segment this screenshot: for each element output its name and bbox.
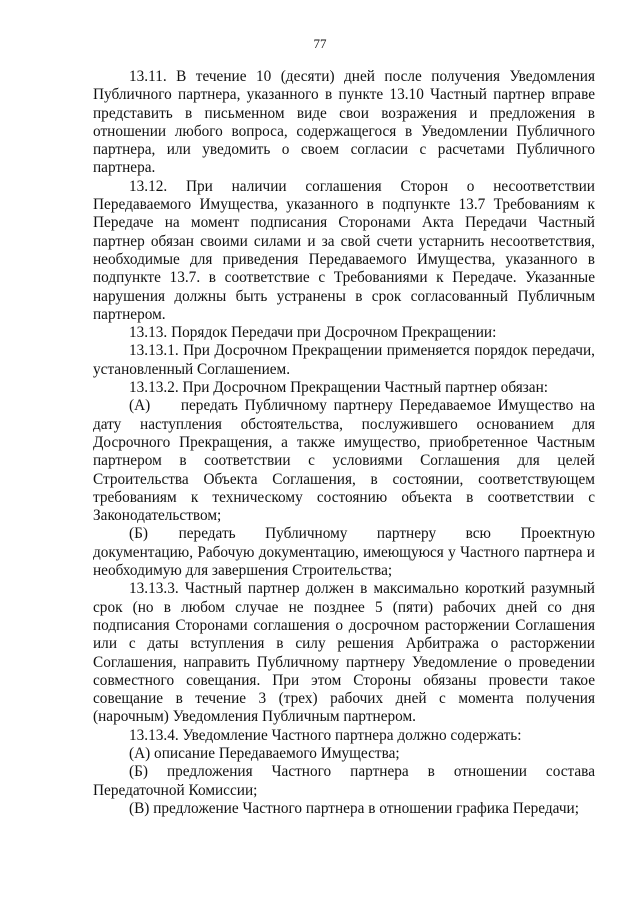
paragraph-13-13-4: 13.13.4. Уведомление Частного партнера должно содержать: bbox=[129, 726, 522, 744]
notice-item-v: (В) предложение Частного партнера в отношении графика Передачи; bbox=[129, 799, 579, 817]
paragraph-13-12: 13.12. При наличии соглашения Сторон о несоответствии Передаваемого Имущества, указанного в подпункте 13.7 Требованиям к Передаче на момент подписания Сторонами Акта Передачи Частный партнер обязан своими силами и за свой счети устарнить несоответствия, необходимые для приведения Передаваемого Имущества, указанного в подпункте 13.7. в соответствие с Требованиями к Передаче. Указанные нарушения должны быть устранены в срок согласованный Публичным партнером. bbox=[93, 177, 595, 323]
paragraph-13-13-heading: 13.13. Порядок Передачи при Досрочном Прекращении: bbox=[129, 324, 497, 342]
paragraph-13-13-1: 13.13.1. При Досрочном Прекращении применяется порядок передачи, установленный Соглашением. bbox=[93, 342, 595, 378]
page-number: 77 bbox=[313, 36, 327, 51]
paragraph-13-11: 13.11. В течение 10 (десяти) дней после получения Уведомления Публичного партнера, указанного в пункте 13.10 Частный партнер вправе представить в письменном виде свои возражения и предложения в отношении любого вопроса, содержащегося в Уведомлении Публичного партнера, или уведомить о своем согласии с расчетами Публичного партнера. bbox=[93, 68, 595, 177]
paragraph-13-13-3: 13.13.3. Частный партнер должен в максимально короткий разумный срок (но в любом случае не позднее 5 (пяти) рабочих дней со дня подписания Сторонами соглашения о досрочном расторжении Соглашения или с даты вступления в силу решения Арбитража о расторжении Соглашения, направить Публичному партнеру Уведомление о проведении совместного совещания. При этом Стороны обязаны провести такое совещание в течение 3 (трех) рабочих дней с момента получения (нарочным) Уведомления Публичным партнером. bbox=[93, 580, 595, 726]
list-item-b: (Б) передать Публичному партнеру всю Проектную документацию, Рабочую документацию, имеющуюся у Частного партнера и необходимую для завершения Строительства; bbox=[93, 525, 595, 580]
notice-item-a: (А) описание Передаваемого Имущества; bbox=[129, 744, 400, 762]
list-item-a: (А) передать Публичному партнеру Передаваемое Имущество на дату наступления обстоятельства, послужившего основанием для Досрочного Прекращения, а также имущество, приобретенное Частным партнером в соответствии с условиями Соглашения для целей Строительства Объекта Соглашения, в состоянии, соответствующем требованиям к техническому состоянию объекта в соответствии с Законодательством; bbox=[93, 397, 595, 525]
document-body bbox=[93, 68, 595, 818]
notice-item-b: (Б) предложения Частного партнера в отношении состава Передаточной Комиссии; bbox=[93, 763, 595, 799]
paragraph-13-13-2: 13.13.2. При Досрочном Прекращении Частный партнер обязан: bbox=[129, 379, 549, 397]
